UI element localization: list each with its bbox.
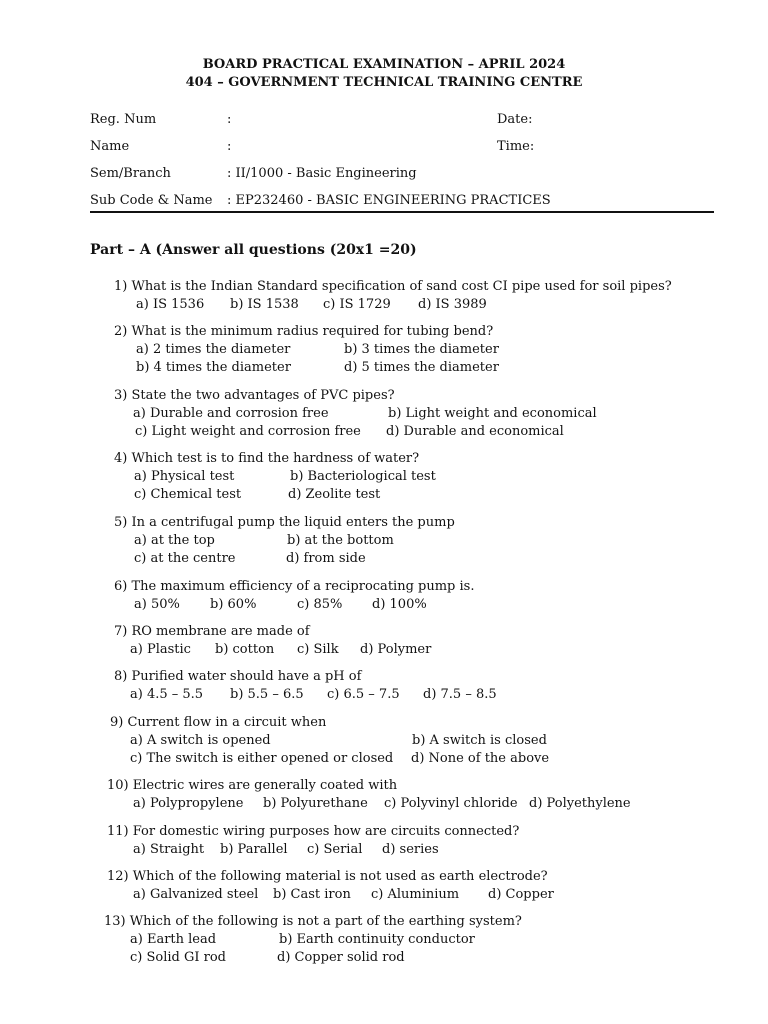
option-d: d) series	[382, 842, 439, 857]
question-options	[114, 596, 474, 614]
name-value: :	[227, 139, 232, 154]
question-text: 12) Which of the following material is not used as earth electrode?	[107, 869, 548, 884]
option-c: c) The switch is either opened or closed	[130, 751, 394, 766]
option-c: c) Solid GI rod	[130, 950, 227, 965]
question-text: 7) RO membrane are made of	[114, 624, 310, 639]
option-b: b) 5.5 – 6.5	[230, 687, 304, 702]
option-a: a) Plastic	[130, 642, 191, 657]
option-b: b) Polyurethane	[263, 796, 368, 811]
info-row-reg	[90, 108, 714, 135]
option-d: d) Polymer	[360, 642, 432, 657]
question-options	[114, 550, 455, 568]
question-text: 6) The maximum efficiency of a reciprocating pump is.	[114, 579, 475, 594]
option-a: a) 50%	[134, 597, 180, 612]
exam-title: BOARD PRACTICAL EXAMINATION – APRIL 2024	[202, 57, 566, 72]
option-d: d) Durable and economical	[386, 424, 564, 439]
option-d: d) None of the above	[411, 751, 550, 766]
question-text: 11) For domestic wiring purposes how are circuits connected?	[107, 824, 520, 839]
option-b: b) Cast iron	[273, 887, 351, 902]
option-a: a) Straight	[133, 842, 205, 857]
question-2	[114, 323, 499, 377]
question-text: 1) What is the Indian Standard specification of sand cost CI pipe used for soil pipes?	[114, 279, 672, 294]
time-label: Time:	[497, 139, 535, 154]
question-options	[114, 341, 499, 359]
question-options	[114, 359, 499, 377]
question-9	[110, 714, 550, 768]
question-options	[114, 296, 672, 314]
question-options	[104, 931, 522, 949]
info-row-sem	[90, 162, 714, 189]
question-options	[114, 423, 564, 441]
question-1	[114, 278, 672, 314]
option-a: a) 2 times the diameter	[136, 342, 291, 357]
question-text: 10) Electric wires are generally coated with	[107, 778, 398, 793]
question-text: 8) Purified water should have a pH of	[114, 669, 362, 684]
question-options	[114, 486, 419, 504]
option-c: c) 6.5 – 7.5	[327, 687, 400, 702]
option-c: b) 4 times the diameter	[136, 360, 291, 375]
question-options	[114, 686, 497, 704]
question-options	[114, 532, 455, 550]
option-c: c) IS 1729	[323, 297, 391, 312]
question-5	[114, 514, 455, 568]
option-a: a) Galvanized steel	[133, 887, 259, 902]
option-c: c) 85%	[297, 597, 343, 612]
question-options	[107, 841, 519, 859]
question-11	[107, 823, 519, 859]
sub-code-label: Sub Code & Name	[90, 193, 213, 208]
option-b: b) cotton	[215, 642, 275, 657]
option-a: a) Physical test	[134, 469, 235, 484]
sub-code-value: : EP232460 - BASIC ENGINEERING PRACTICES	[227, 193, 551, 208]
question-options	[104, 949, 522, 967]
question-text: 9) Current flow in a circuit when	[110, 715, 327, 730]
option-b: b) Parallel	[220, 842, 288, 857]
question-options	[114, 405, 597, 423]
part-a-title: Part – A (Answer all questions (20x1 =20)	[90, 242, 417, 258]
option-a: a) at the top	[134, 533, 215, 548]
option-b: b) 3 times the diameter	[344, 342, 499, 357]
option-d: d) from side	[286, 551, 366, 566]
option-d: d) Copper solid rod	[277, 950, 405, 965]
question-options	[114, 468, 436, 486]
date-label: Date:	[497, 112, 533, 127]
sem-branch-label: Sem/Branch	[90, 166, 171, 181]
option-c: c) at the centre	[134, 551, 236, 566]
question-text: 5) In a centrifugal pump the liquid enters the pump	[114, 515, 455, 530]
question-8	[114, 668, 497, 704]
option-d: d) 100%	[372, 597, 427, 612]
reg-num-label: Reg. Num	[90, 112, 157, 127]
question-4	[114, 450, 436, 504]
option-d: d) 7.5 – 8.5	[423, 687, 497, 702]
question-options	[110, 750, 550, 768]
option-a: a) IS 1536	[136, 297, 205, 312]
option-b: b) 60%	[210, 597, 257, 612]
option-a: a) Durable and corrosion free	[133, 406, 329, 421]
option-c: c) Aluminium	[371, 887, 460, 902]
option-c: c) Silk	[297, 642, 339, 657]
question-13	[104, 913, 522, 967]
option-b: b) Earth continuity conductor	[279, 932, 475, 947]
option-d: d) Copper	[488, 887, 554, 902]
option-b: b) Light weight and economical	[388, 406, 597, 421]
option-c: c) Chemical test	[134, 487, 242, 502]
reg-num-value: :	[227, 112, 232, 127]
question-12	[107, 868, 554, 904]
option-b: b) at the bottom	[287, 533, 394, 548]
question-text: 3) State the two advantages of PVC pipes?	[114, 388, 395, 403]
question-7	[114, 623, 432, 659]
question-6	[114, 578, 474, 614]
question-options	[107, 886, 554, 904]
question-options	[107, 795, 631, 813]
name-label: Name	[90, 139, 130, 154]
info-row-name	[90, 135, 714, 162]
question-options	[110, 732, 547, 750]
institution-title: 404 – GOVERNMENT TECHNICAL TRAINING CENTRE	[185, 75, 583, 90]
option-d: d) 5 times the diameter	[344, 360, 499, 375]
header-divider	[90, 211, 714, 213]
sem-branch-value: : II/1000 - Basic Engineering	[227, 166, 417, 181]
option-c: c) Light weight and corrosion free	[135, 424, 361, 439]
candidate-info	[90, 108, 714, 216]
option-a: a) Polypropylene	[133, 796, 244, 811]
question-text: 4) Which test is to find the hardness of water?	[114, 451, 420, 466]
question-3	[114, 387, 597, 441]
question-text: 2) What is the minimum radius required for tubing bend?	[114, 324, 494, 339]
question-10	[107, 777, 631, 813]
option-b: b) A switch is closed	[412, 733, 547, 748]
option-c: c) Polyvinyl chloride	[384, 796, 518, 811]
option-a: a) Earth lead	[130, 932, 217, 947]
question-text: 13) Which of the following is not a part of the earthing system?	[104, 914, 522, 929]
option-a: a) 4.5 – 5.5	[130, 687, 204, 702]
option-b: b) Bacteriological test	[290, 469, 436, 484]
option-d: d) Polyethylene	[529, 796, 631, 811]
option-a: a) A switch is opened	[130, 733, 271, 748]
option-c: c) Serial	[307, 842, 363, 857]
option-d: d) Zeolite test	[288, 487, 381, 502]
question-options	[114, 641, 432, 659]
option-b: b) IS 1538	[230, 297, 299, 312]
option-d: d) IS 3989	[418, 297, 487, 312]
